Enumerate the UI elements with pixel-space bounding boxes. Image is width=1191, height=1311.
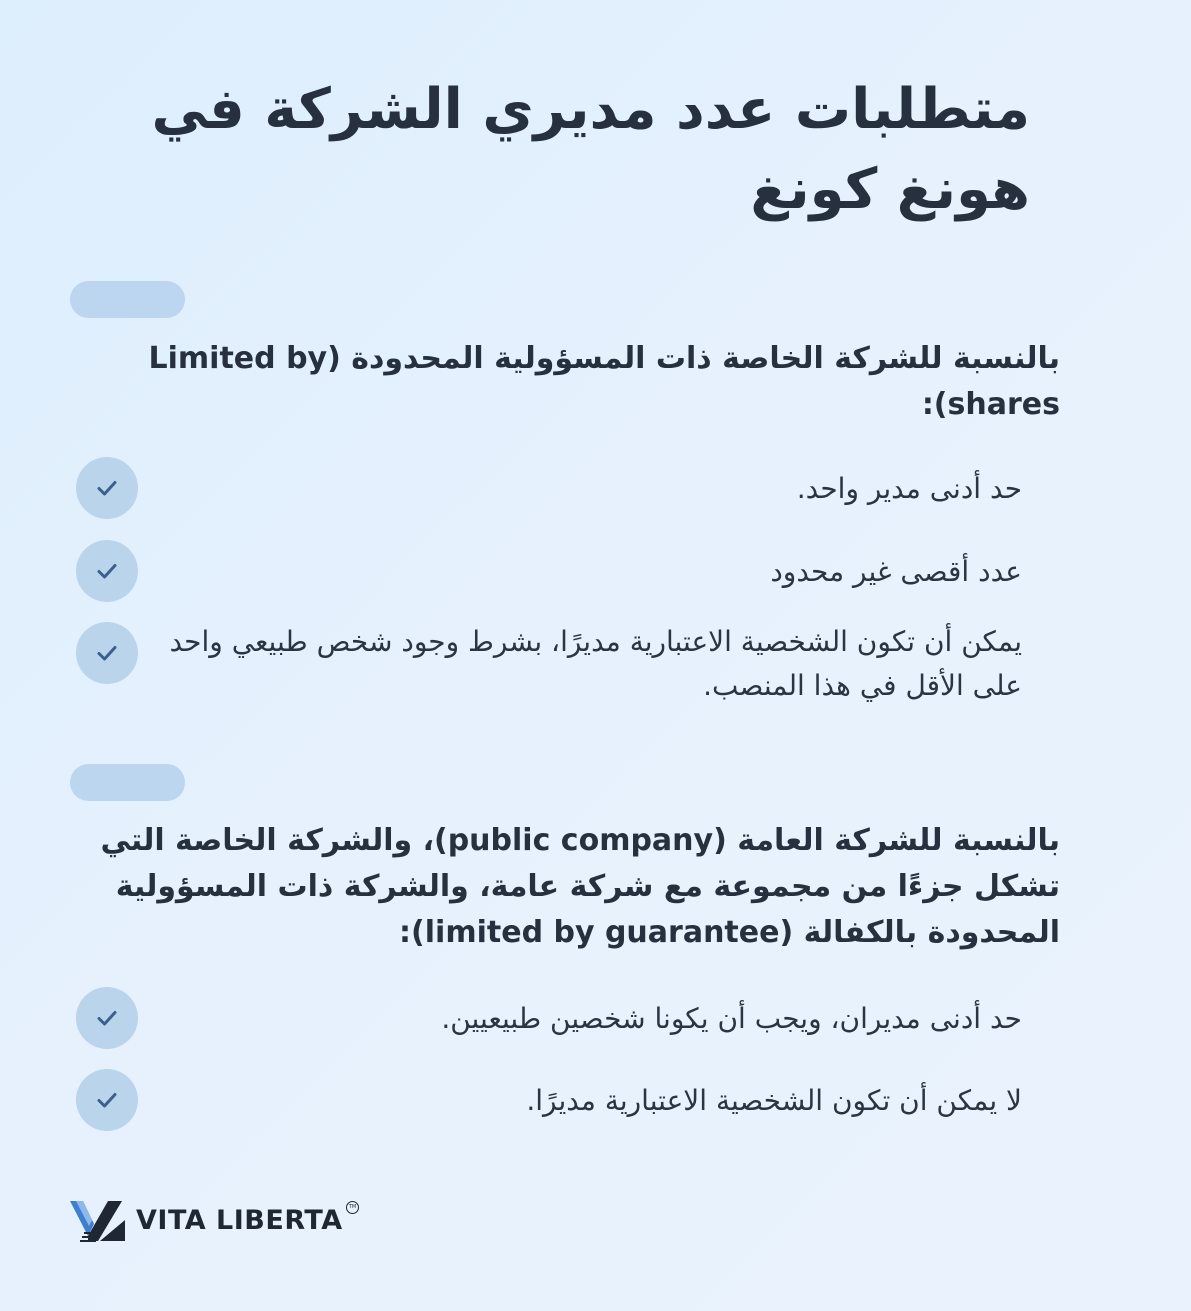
page-title: متطلبات عدد مديري الشركة في هونغ كونغ [151,77,1030,222]
list-item [76,622,1036,702]
list-item-text: لا يمكن أن تكون الشخصية الاعتبارية مديرًا. [526,1084,1022,1117]
check-icon [76,987,138,1049]
section-2-pill [70,764,185,801]
list-item [76,1069,1036,1131]
list-item-text: حد أدنى مديران، ويجب أن يكونا شخصين طبيعيين. [441,1002,1022,1035]
check-icon [76,457,138,519]
list-item [76,540,1036,602]
section-2-heading: بالنسبة للشركة العامة (public company)، والشركة الخاصة التي تشكل جزءًا من مجموعة مع شركة عامة، والشركة ذات المسؤولية المحدودة بالكفالة (limited by guarantee): [100,823,1060,950]
list-item [76,457,1036,519]
section-1-heading: بالنسبة للشركة الخاصة ذات المسؤولية المحدودة (Limited by shares): [148,341,1060,422]
check-icon [76,622,138,684]
check-icon [76,540,138,602]
section-1-pill [70,281,185,318]
trademark-symbol: TM [346,1201,359,1214]
brand-name: VITA LIBERTA [136,1205,343,1236]
list-item-text: حد أدنى مدير واحد. [796,472,1022,505]
list-item-text: يمكن أن تكون الشخصية الاعتبارية مديرًا، بشرط وجود شخص طبيعي واحد على الأقل في هذا المنصب. [169,625,1022,702]
list-item [76,987,1036,1049]
check-icon [76,1069,138,1131]
list-item-text: عدد أقصى غير محدود [770,555,1022,588]
vita-liberta-logo-icon [70,1198,128,1244]
brand-logo [70,1198,370,1244]
